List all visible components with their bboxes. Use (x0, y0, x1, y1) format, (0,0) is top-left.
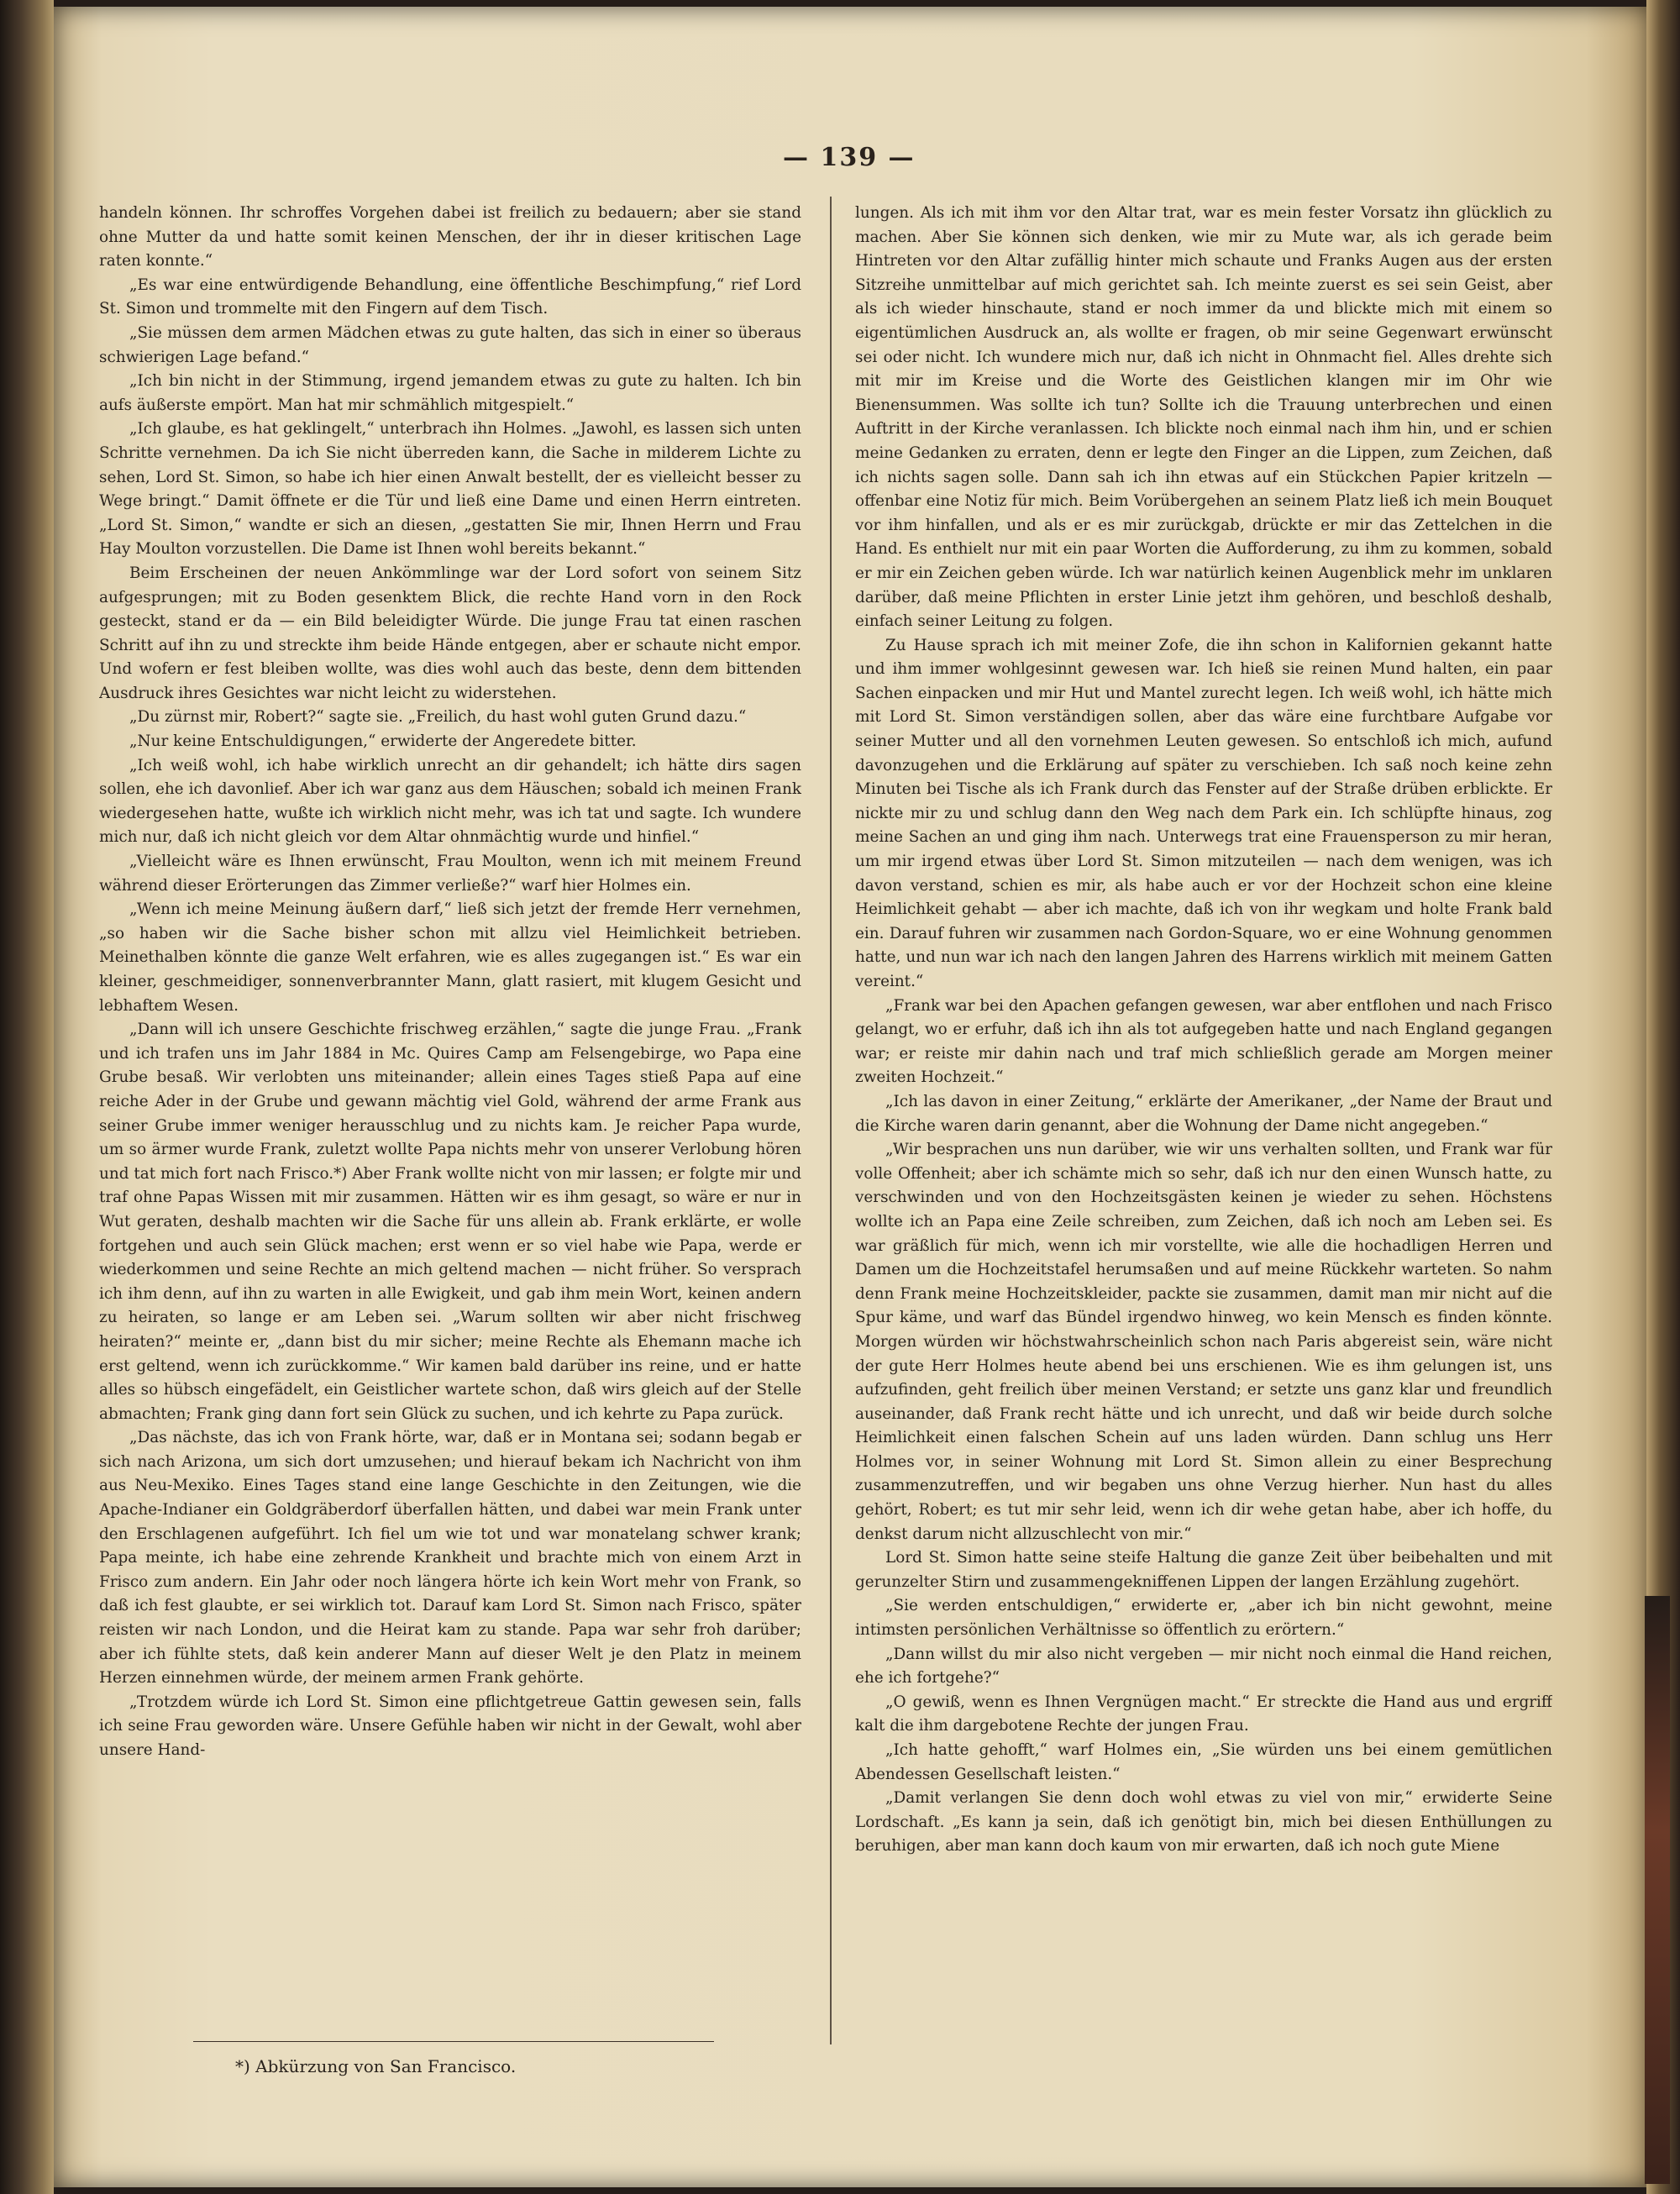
paragraph: „Dann will ich unsere Geschichte frischweg erzählen,“ sagte die junge Frau. „Frank und ich trafen uns im Jahr 1884 in Mc. Quires Camp am Felsengebirge, wo Papa eine Grube besaß. Wir verlobten uns miteinander; allein eines Tages stieß Papa auf eine reiche Ader in der Grube und gewann mächtig viel Gold, während der arme Frank aus seiner Grube immer weniger herausschlug und zu nichts kam. Je reicher Papa wurde, um so ärmer wurde Frank, zuletzt wollte Papa nichts mehr von unserer Verlobung hören und tat mich fort nach Frisco.*) Aber Frank wollte nicht von mir lassen; er folgte mir und traf ohne Papas Wissen mit mir zusammen. Hätten wir es ihm gesagt, so wäre er nur in Wut geraten, deshalb machten wir die Sache für uns allein ab. Frank erklärte, er wolle fortgehen und auch sein Glück machen; erst wenn er so viel habe wie Papa, werde er wiederkommen und seine Rechte an mich geltend machen — nicht früher. So versprach ich ihm denn, auf ihn zu warten in alle Ewigkeit, und gab ihm mein Wort, keinen andern zu heiraten, so lange er am Leben sei. „Warum sollten wir aber nicht frischweg heiraten?“ meinte er, „dann bist du mir sicher; meine Rechte als Ehemann mache ich erst geltend, wenn ich zurückkomme.“ Wir kamen bald darüber ins reine, und er hatte alles so hübsch eingefädelt, ein Geistlicher wartete schon, daß wirs gleich auf der Stelle abmachten; Frank ging dann fort sein Glück zu suchen, und ich kehrte zu Papa zurück. (99, 1021, 801, 1423)
paragraph: „Das nächste, das ich von Frank hörte, war, daß er in Montana sei; sodann begab er sich nach Arizona, um sich dort umzusehen; und hierauf bekam ich Nachricht von ihm aus Neu-Mexiko. Eines Tages stand eine lange Geschichte in den Zeitungen, wie die Apache-Indianer ein Goldgräberdorf überfallen hätten, und dabei war mein Frank unter den Erschlagenen aufgeführt. Ich fiel um wie tot und war monatelang schwer krank; Papa meinte, ich habe eine zehrende Krankheit und brachte mich von einem Arzt in Frisco zum andern. Ein Jahr oder noch längera hörte ich kein Wort mehr von Frank, so daß ich fest glaubte, er sei wirklich tot. Darauf kam Lord St. Simon nach Frisco, später reisten wir nach London, und die Heirat kam zu stande. Papa war sehr froh darüber; aber ich fühlte stets, daß kein anderer Mann auf dieser Welt je den Platz in meinem Herzen einnehmen würde, der meinem armen Frank gehörte. (99, 1429, 801, 1687)
paragraph: „Trotzdem würde ich Lord St. Simon eine pflichtgetreue Gattin gewesen sein, falls ich seine Frau geworden wäre. Unsere Gefühle haben wir nicht in der Gewalt, wohl aber unsere Hand- (99, 1693, 801, 1759)
paragraph: „O gewiß, wenn es Ihnen Vergnügen macht.“ Er streckte die Hand aus und ergriff kalt die ihm dargebotene Rechte der jungen Frau. (855, 1693, 1552, 1735)
book-left-edge (0, 0, 54, 2194)
paragraph: Beim Erscheinen der neuen Ankömmlinge war der Lord sofort von seinem Sitz aufgesprungen; mit zu Boden gesenktem Blick, die rechte Hand vorn in den Rock gesteckt, stand er da — ein Bild beleidigter Würde. Die junge Frau tat einen raschen Schritt auf ihn zu und streckte ihm beide Hände entgegen, aber er schaute nicht empor. Und wofern er fest bleiben wollte, was dies wohl auch das beste, denn dem bittenden Ausdruck ihres Gesichtes war nicht leicht zu widerstehen. (99, 564, 801, 702)
footnote-divider (193, 2041, 714, 2042)
paragraph: „Ich weiß wohl, ich habe wirklich unrecht an dir gehandelt; ich hätte dirs sagen sollen, ehe ich davonlief. Aber ich war ganz aus dem Häuschen; sobald ich meinen Frank wiedergesehen hatte, wußte ich wirklich nicht mehr, was ich tat und sagte. Ich wundere mich nur, daß ich nicht gleich vor dem Altar ohnmächtig wurde und hinfiel.“ (99, 756, 801, 847)
paragraph: „Vielleicht wäre es Ihnen erwünscht, Frau Moulton, wenn ich mit meinem Freund während dieser Erörterungen das Zimmer verließe?“ warf hier Holmes ein. (99, 853, 801, 895)
paragraph: Zu Hause sprach ich mit meiner Zofe, die ihn schon in Kalifornien gekannt hatte und ihm immer wohlgesinnt gewesen war. Ich hieß sie reinen Mund halten, ein paar Sachen einpacken und mir Hut und Mantel zurecht legen. Ich weiß wohl, ich hätte mich mit Lord St. Simon verständigen sollen, aber das wäre eine furchtbare Aufgabe vor seiner Mutter und all den vornehmen Leuten gewesen. So entschloß ich mich, aufund davonzugehen und die Erklärung auf später zu verschieben. Ich saß noch keine zehn Minuten bei Tische als ich Frank durch das Fenster auf der Straße drüben erblickte. Er nickte mir zu und schlug dann den Weg nach dem Park ein. Ich schlüpfte hinaus, zog meine Sachen an und ging ihm nach. Unterwegs trat eine Frauensperson zu mir heran, um mir irgend etwas über Lord St. Simon mitzuteilen — nach dem wenigen, was ich davon verstand, schien es mir, als habe auch er vor der Hochzeit schon eine kleine Heimlichkeit gehabt — aber ich machte, daß ich von ihr wegkam und holte Frank bald ein. Darauf fuhren wir zusammen nach Gordon-Square, wo er eine Wohnung genommen hatte, und nun war ich nach den langen Jahren des Harrens wirklich mit meinem Gatten vereint.“ (855, 636, 1552, 990)
paragraph: „Nur keine Entschuldigungen,“ erwiderte der Angeredete bitter. (129, 732, 637, 751)
paragraph: „Wir besprachen uns nun darüber, wie wir uns verhalten sollten, und Frank war für volle Offenheit; aber ich schämte mich so sehr, daß ich nur den einen Wunsch hatte, zu verschwinden und von den Hochzeitsgästen keinen je wieder zu sehen. Höchstens wollte ich an Papa eine Zeile schreiben, zum Zeichen, daß ich noch am Leben sei. Es war gräßlich für mich, wenn ich mir vorstellte, wie alle die hochadligen Herren und Damen um die Hochzeitstafel herumsaßen und auf meine Rückkehr warteten. So nahm denn Frank meine Hochzeitskleider, packte sie zusammen, damit man mir nicht auf die Spur käme, und warf das Bündel irgendwo hinweg, wo kein Mensch es finden könnte. Morgen würden wir höchstwahrscheinlich schon nach Paris abgereist sein, wäre nicht der gute Herr Holmes heute abend bei uns erschienen. Wie es ihm gelungen ist, uns aufzufinden, geht freilich über meinen Verstand; er setzte uns ganz klar und freundlich auseinander, daß Frank recht hätte und ich unrecht, und daß wir beide durch solche Heimlichkeit einen falschen Schein auf uns laden würden. Dann schlug uns Herr Holmes vor, in seiner Wohnung mit Lord St. Simon allein zu einer Besprechung zusammenzutreffen, und wir begaben uns ohne Verzug hierher. Nun hast du alles gehört, Robert; es tut mir sehr leid, wenn ich dir wehe getan habe, aber ich hoffe, du denkst darum nicht allzuschlecht von mir.“ (855, 1141, 1552, 1543)
book-binding-edge (1645, 1596, 1670, 2184)
paragraph: „Ich hatte gehofft,“ warf Holmes ein, „Sie würden uns bei einem gemütlichen Abendessen Gesellschaft leisten.“ (855, 1741, 1552, 1783)
paragraph: „Ich las davon in einer Zeitung,“ erklärte der Amerikaner, „der Name der Braut und die Kirche waren darin genannt, aber die Wohnung der Dame nicht angegeben.“ (855, 1092, 1552, 1135)
footnote: *) Abkürzung von San Francisco. (235, 2056, 517, 2076)
paragraph: „Frank war bei den Apachen gefangen gewesen, war aber entflohen und nach Frisco gelangt, wo er erfuhr, daß ich ihn als tot aufgegeben hatte und nach England gegangen war; er reiste mir dahin nach und traf mich schließlich gerade am Morgen meiner zweiten Hochzeit.“ (855, 996, 1552, 1087)
paragraph: „Ich bin nicht in der Stimmung, irgend jemandem etwas zu gute zu halten. Ich bin aufs äußerste empört. Man hat mir schmählich mitgespielt.“ (99, 372, 801, 414)
text-column-left (99, 202, 801, 2033)
paragraph: „Damit verlangen Sie denn doch wohl etwas zu viel von mir,“ erwiderte Seine Lordschaft. „Es kann ja sein, daß ich genötigt bin, mich bei diesen Enthüllungen zu beruhigen, aber man kann doch kaum von mir erwarten, daß ich noch gute Miene (855, 1789, 1552, 1855)
paragraph: „Es war eine entwürdigende Behandlung, eine öffentliche Beschimpfung,“ rief Lord St. Simon und trommelte mit den Fingern auf dem Tisch. (99, 276, 801, 318)
page-number: — 139 — (783, 143, 916, 172)
column-divider (830, 197, 832, 2044)
paragraph: „Sie werden entschuldigen,“ erwiderte er, „aber ich bin nicht gewohnt, meine intimsten persönlichen Verhältnisse so öffentlich zu erörtern.“ (855, 1597, 1552, 1640)
paragraph: „Du zürnst mir, Robert?“ sagte sie. „Freilich, du hast wohl guten Grund dazu.“ (129, 708, 747, 727)
paragraph: lungen. Als ich mit ihm vor den Altar trat, war es mein fester Vorsatz ihn glücklich zu machen. Aber Sie können sich denken, wie mir zu Mute war, als ich gerade beim Hintreten vor den Altar zufällig hinter mich schaute und Franks Augen aus der ersten Sitzreihe unmittelbar auf mich gerichtet sah. Ich meinte zuerst es sei sein Geist, aber als ich wieder hinschaute, stand er noch immer da und blickte mich mit einem so eigentümlichen Ausdruck an, als wollte er fragen, ob mir seine Gegenwart erwünscht sei oder nicht. Ich wundere mich nur, daß ich nicht in Ohnmacht fiel. Alles drehte sich mit mir im Kreise und die Worte des Geistlichen klangen mir im Ohr wie Bienensummen. Was sollte ich tun? Sollte ich die Trauung unterbrechen und einen Auftritt in der Kirche veranlassen. Ich blickte noch einmal nach ihm hin, und er schien meine Gedanken zu erraten, denn er legte den Finger an die Lippen, zum Zeichen, daß ich nichts sagen solle. Dann sah ich ihn etwas auf ein Stückchen Papier kritzeln — offenbar eine Notiz für mich. Beim Vorübergehen an seinem Platz ließ ich mein Bouquet vor ihm hinfallen, und als er es mir zurückgab, drückte er mir das Zettelchen in die Hand. Es enthielt nur mit ein paar Worten die Aufforderung, zu ihm zu kommen, sobald er mir ein Zeichen geben würde. Ich war natürlich keinen Augenblick mehr im unklaren darüber, daß meine Pflichten in erster Linie jetzt ihm gehören, und beschloß deshalb, einfach seiner Leitung zu folgen. (855, 204, 1552, 631)
paragraph: handeln können. Ihr schroffes Vorgehen dabei ist freilich zu bedauern; aber sie stand ohne Mutter da und hatte somit keinen Menschen, der ihr in dieser kritischen Lage raten konnte.“ (99, 204, 801, 270)
paragraph: Lord St. Simon hatte seine steife Haltung die ganze Zeit über beibehalten und mit gerunzelter Stirn und zusammengekniffenen Lippen der langen Erzählung zugehört. (855, 1549, 1552, 1591)
paragraph: „Sie müssen dem armen Mädchen etwas zu gute halten, das sich in einer so überaus schwierigen Lage befand.“ (99, 323, 801, 366)
text-column-right (855, 202, 1552, 2033)
paragraph: „Wenn ich meine Meinung äußern darf,“ ließ sich jetzt der fremde Herr vernehmen, „so haben wir die Sache bisher schon mit allzu viel Heimlichkeit betrieben. Meinethalben könnte die ganze Welt erfahren, wie es alles zugegangen ist.“ Es war ein kleiner, geschmeidiger, sonnenverbrannter Mann, glatt rasiert, mit klugem Gesicht und lebhaftem Wesen. (99, 900, 801, 1015)
paragraph: „Ich glaube, es hat geklingelt,“ unterbrach ihn Holmes. „Jawohl, es lassen sich unten Schritte vernehmen. Da ich Sie nicht überreden kann, die Sache in milderem Lichte zu sehen, Lord St. Simon, so habe ich hier einen Anwalt bestellt, der es vielleicht besser zu Wege bringt.“ Damit öffnete er die Tür und ließ eine Dame und einen Herrn eintreten. „Lord St. Simon,“ wandte er sich an diesen, „gestatten Sie mir, Ihnen Herrn und Frau Hay Moulton vorzustellen. Die Dame ist Ihnen wohl bereits bekannt.“ (99, 420, 801, 559)
paragraph: „Dann willst du mir also nicht vergeben — mir nicht noch einmal die Hand reichen, ehe ich fortgehe?“ (855, 1645, 1552, 1687)
